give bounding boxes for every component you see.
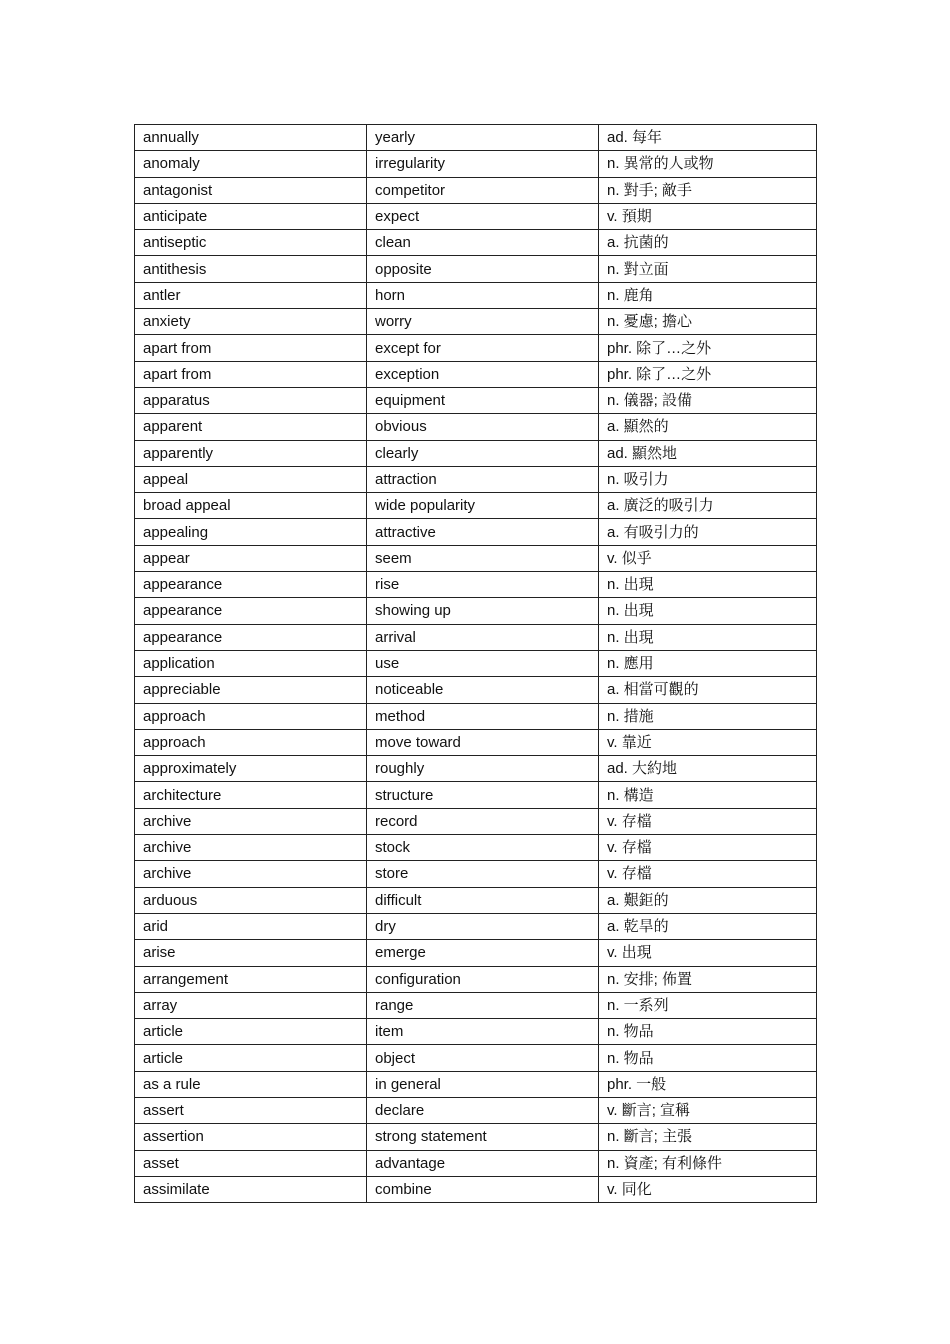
term-cell: antagonist bbox=[135, 177, 367, 203]
term-cell: annually bbox=[135, 125, 367, 151]
definition-cell: a. 顯然的 bbox=[599, 414, 817, 440]
definition-cell: n. 出現 bbox=[599, 624, 817, 650]
synonym-cell: item bbox=[367, 1019, 599, 1045]
synonym-cell: combine bbox=[367, 1176, 599, 1202]
definition-cell: v. 存檔 bbox=[599, 835, 817, 861]
term-cell: broad appeal bbox=[135, 493, 367, 519]
table-row bbox=[135, 940, 817, 966]
table-row bbox=[135, 887, 817, 913]
term-cell: apparent bbox=[135, 414, 367, 440]
table-row bbox=[135, 598, 817, 624]
table-row bbox=[135, 861, 817, 887]
term-cell: arduous bbox=[135, 887, 367, 913]
definition-cell: n. 儀器; 設備 bbox=[599, 387, 817, 413]
synonym-cell: rise bbox=[367, 572, 599, 598]
synonym-cell: attractive bbox=[367, 519, 599, 545]
term-cell: antler bbox=[135, 282, 367, 308]
synonym-cell: attraction bbox=[367, 466, 599, 492]
synonym-cell: clearly bbox=[367, 440, 599, 466]
table-row bbox=[135, 309, 817, 335]
table-row bbox=[135, 466, 817, 492]
definition-cell: ad. 顯然地 bbox=[599, 440, 817, 466]
definition-cell: v. 預期 bbox=[599, 203, 817, 229]
synonym-cell: record bbox=[367, 808, 599, 834]
term-cell: apart from bbox=[135, 361, 367, 387]
table-row bbox=[135, 519, 817, 545]
table-row bbox=[135, 230, 817, 256]
table-row bbox=[135, 729, 817, 755]
table-row bbox=[135, 1097, 817, 1123]
definition-cell: v. 斷言; 宣稱 bbox=[599, 1097, 817, 1123]
term-cell: asset bbox=[135, 1150, 367, 1176]
synonym-cell: clean bbox=[367, 230, 599, 256]
table-row bbox=[135, 177, 817, 203]
definition-cell: a. 艱鉅的 bbox=[599, 887, 817, 913]
synonym-cell: noticeable bbox=[367, 677, 599, 703]
table-row bbox=[135, 1176, 817, 1202]
table-row bbox=[135, 624, 817, 650]
synonym-cell: dry bbox=[367, 913, 599, 939]
table-row bbox=[135, 756, 817, 782]
table-row bbox=[135, 1150, 817, 1176]
synonym-cell: stock bbox=[367, 835, 599, 861]
table-row bbox=[135, 572, 817, 598]
term-cell: arrangement bbox=[135, 966, 367, 992]
definition-cell: n. 對手; 敵手 bbox=[599, 177, 817, 203]
definition-cell: ad. 大約地 bbox=[599, 756, 817, 782]
term-cell: anomaly bbox=[135, 151, 367, 177]
table-row bbox=[135, 203, 817, 229]
term-cell: approach bbox=[135, 729, 367, 755]
synonym-cell: competitor bbox=[367, 177, 599, 203]
term-cell: as a rule bbox=[135, 1071, 367, 1097]
synonym-cell: difficult bbox=[367, 887, 599, 913]
term-cell: article bbox=[135, 1019, 367, 1045]
term-cell: appeal bbox=[135, 466, 367, 492]
term-cell: architecture bbox=[135, 782, 367, 808]
synonym-cell: worry bbox=[367, 309, 599, 335]
synonym-cell: emerge bbox=[367, 940, 599, 966]
definition-cell: n. 吸引力 bbox=[599, 466, 817, 492]
term-cell: assertion bbox=[135, 1124, 367, 1150]
definition-cell: a. 相當可觀的 bbox=[599, 677, 817, 703]
synonym-cell: in general bbox=[367, 1071, 599, 1097]
definition-cell: v. 靠近 bbox=[599, 729, 817, 755]
definition-cell: n. 異常的人或物 bbox=[599, 151, 817, 177]
definition-cell: n. 安排; 佈置 bbox=[599, 966, 817, 992]
definition-cell: n. 一系列 bbox=[599, 992, 817, 1018]
term-cell: apparently bbox=[135, 440, 367, 466]
definition-cell: ad. 每年 bbox=[599, 125, 817, 151]
synonym-cell: except for bbox=[367, 335, 599, 361]
table-row bbox=[135, 125, 817, 151]
table-row bbox=[135, 256, 817, 282]
term-cell: assimilate bbox=[135, 1176, 367, 1202]
definition-cell: n. 鹿角 bbox=[599, 282, 817, 308]
table-row bbox=[135, 545, 817, 571]
synonym-cell: expect bbox=[367, 203, 599, 229]
definition-cell: v. 同化 bbox=[599, 1176, 817, 1202]
table-row bbox=[135, 361, 817, 387]
synonym-cell: irregularity bbox=[367, 151, 599, 177]
definition-cell: n. 對立面 bbox=[599, 256, 817, 282]
definition-cell: phr. 一般 bbox=[599, 1071, 817, 1097]
synonym-cell: showing up bbox=[367, 598, 599, 624]
term-cell: approach bbox=[135, 703, 367, 729]
table-row bbox=[135, 282, 817, 308]
definition-cell: a. 乾旱的 bbox=[599, 913, 817, 939]
synonym-cell: use bbox=[367, 650, 599, 676]
definition-cell: n. 措施 bbox=[599, 703, 817, 729]
synonym-cell: horn bbox=[367, 282, 599, 308]
synonym-cell: object bbox=[367, 1045, 599, 1071]
term-cell: antithesis bbox=[135, 256, 367, 282]
term-cell: archive bbox=[135, 835, 367, 861]
table-row bbox=[135, 703, 817, 729]
definition-cell: v. 出現 bbox=[599, 940, 817, 966]
term-cell: arid bbox=[135, 913, 367, 939]
term-cell: anticipate bbox=[135, 203, 367, 229]
term-cell: antiseptic bbox=[135, 230, 367, 256]
synonym-cell: store bbox=[367, 861, 599, 887]
definition-cell: v. 似乎 bbox=[599, 545, 817, 571]
term-cell: anxiety bbox=[135, 309, 367, 335]
term-cell: approximately bbox=[135, 756, 367, 782]
synonym-cell: wide popularity bbox=[367, 493, 599, 519]
synonym-cell: move toward bbox=[367, 729, 599, 755]
table-row bbox=[135, 387, 817, 413]
term-cell: array bbox=[135, 992, 367, 1018]
definition-cell: v. 存檔 bbox=[599, 861, 817, 887]
table-row bbox=[135, 335, 817, 361]
synonym-cell: seem bbox=[367, 545, 599, 571]
term-cell: archive bbox=[135, 808, 367, 834]
table-row bbox=[135, 913, 817, 939]
term-cell: appearance bbox=[135, 624, 367, 650]
synonym-cell: exception bbox=[367, 361, 599, 387]
table-row bbox=[135, 782, 817, 808]
term-cell: apparatus bbox=[135, 387, 367, 413]
table-row bbox=[135, 1019, 817, 1045]
term-cell: apart from bbox=[135, 335, 367, 361]
definition-cell: n. 構造 bbox=[599, 782, 817, 808]
synonym-cell: advantage bbox=[367, 1150, 599, 1176]
definition-cell: a. 有吸引力的 bbox=[599, 519, 817, 545]
table-row bbox=[135, 677, 817, 703]
table-row bbox=[135, 151, 817, 177]
definition-cell: n. 出現 bbox=[599, 598, 817, 624]
definition-cell: n. 資產; 有利條件 bbox=[599, 1150, 817, 1176]
term-cell: arise bbox=[135, 940, 367, 966]
definition-cell: v. 存檔 bbox=[599, 808, 817, 834]
table-row bbox=[135, 440, 817, 466]
table-row bbox=[135, 414, 817, 440]
synonym-cell: opposite bbox=[367, 256, 599, 282]
synonym-cell: obvious bbox=[367, 414, 599, 440]
definition-cell: phr. 除了…之外 bbox=[599, 361, 817, 387]
definition-cell: n. 應用 bbox=[599, 650, 817, 676]
synonym-cell: method bbox=[367, 703, 599, 729]
definition-cell: n. 物品 bbox=[599, 1045, 817, 1071]
term-cell: article bbox=[135, 1045, 367, 1071]
table-row bbox=[135, 966, 817, 992]
table-row bbox=[135, 808, 817, 834]
definition-cell: phr. 除了…之外 bbox=[599, 335, 817, 361]
term-cell: archive bbox=[135, 861, 367, 887]
table-row bbox=[135, 1124, 817, 1150]
table-row bbox=[135, 835, 817, 861]
vocabulary-table bbox=[134, 124, 817, 1203]
term-cell: appearance bbox=[135, 572, 367, 598]
term-cell: appreciable bbox=[135, 677, 367, 703]
term-cell: appear bbox=[135, 545, 367, 571]
definition-cell: a. 抗菌的 bbox=[599, 230, 817, 256]
term-cell: assert bbox=[135, 1097, 367, 1123]
table-row bbox=[135, 992, 817, 1018]
synonym-cell: roughly bbox=[367, 756, 599, 782]
table-row bbox=[135, 1045, 817, 1071]
synonym-cell: equipment bbox=[367, 387, 599, 413]
term-cell: application bbox=[135, 650, 367, 676]
table-row bbox=[135, 493, 817, 519]
synonym-cell: arrival bbox=[367, 624, 599, 650]
definition-cell: n. 斷言; 主張 bbox=[599, 1124, 817, 1150]
term-cell: appealing bbox=[135, 519, 367, 545]
definition-cell: a. 廣泛的吸引力 bbox=[599, 493, 817, 519]
vocabulary-table-body bbox=[135, 125, 817, 1203]
table-row bbox=[135, 650, 817, 676]
definition-cell: n. 憂慮; 擔心 bbox=[599, 309, 817, 335]
synonym-cell: declare bbox=[367, 1097, 599, 1123]
synonym-cell: yearly bbox=[367, 125, 599, 151]
definition-cell: n. 出現 bbox=[599, 572, 817, 598]
synonym-cell: strong statement bbox=[367, 1124, 599, 1150]
synonym-cell: structure bbox=[367, 782, 599, 808]
term-cell: appearance bbox=[135, 598, 367, 624]
synonym-cell: configuration bbox=[367, 966, 599, 992]
synonym-cell: range bbox=[367, 992, 599, 1018]
definition-cell: n. 物品 bbox=[599, 1019, 817, 1045]
table-row bbox=[135, 1071, 817, 1097]
